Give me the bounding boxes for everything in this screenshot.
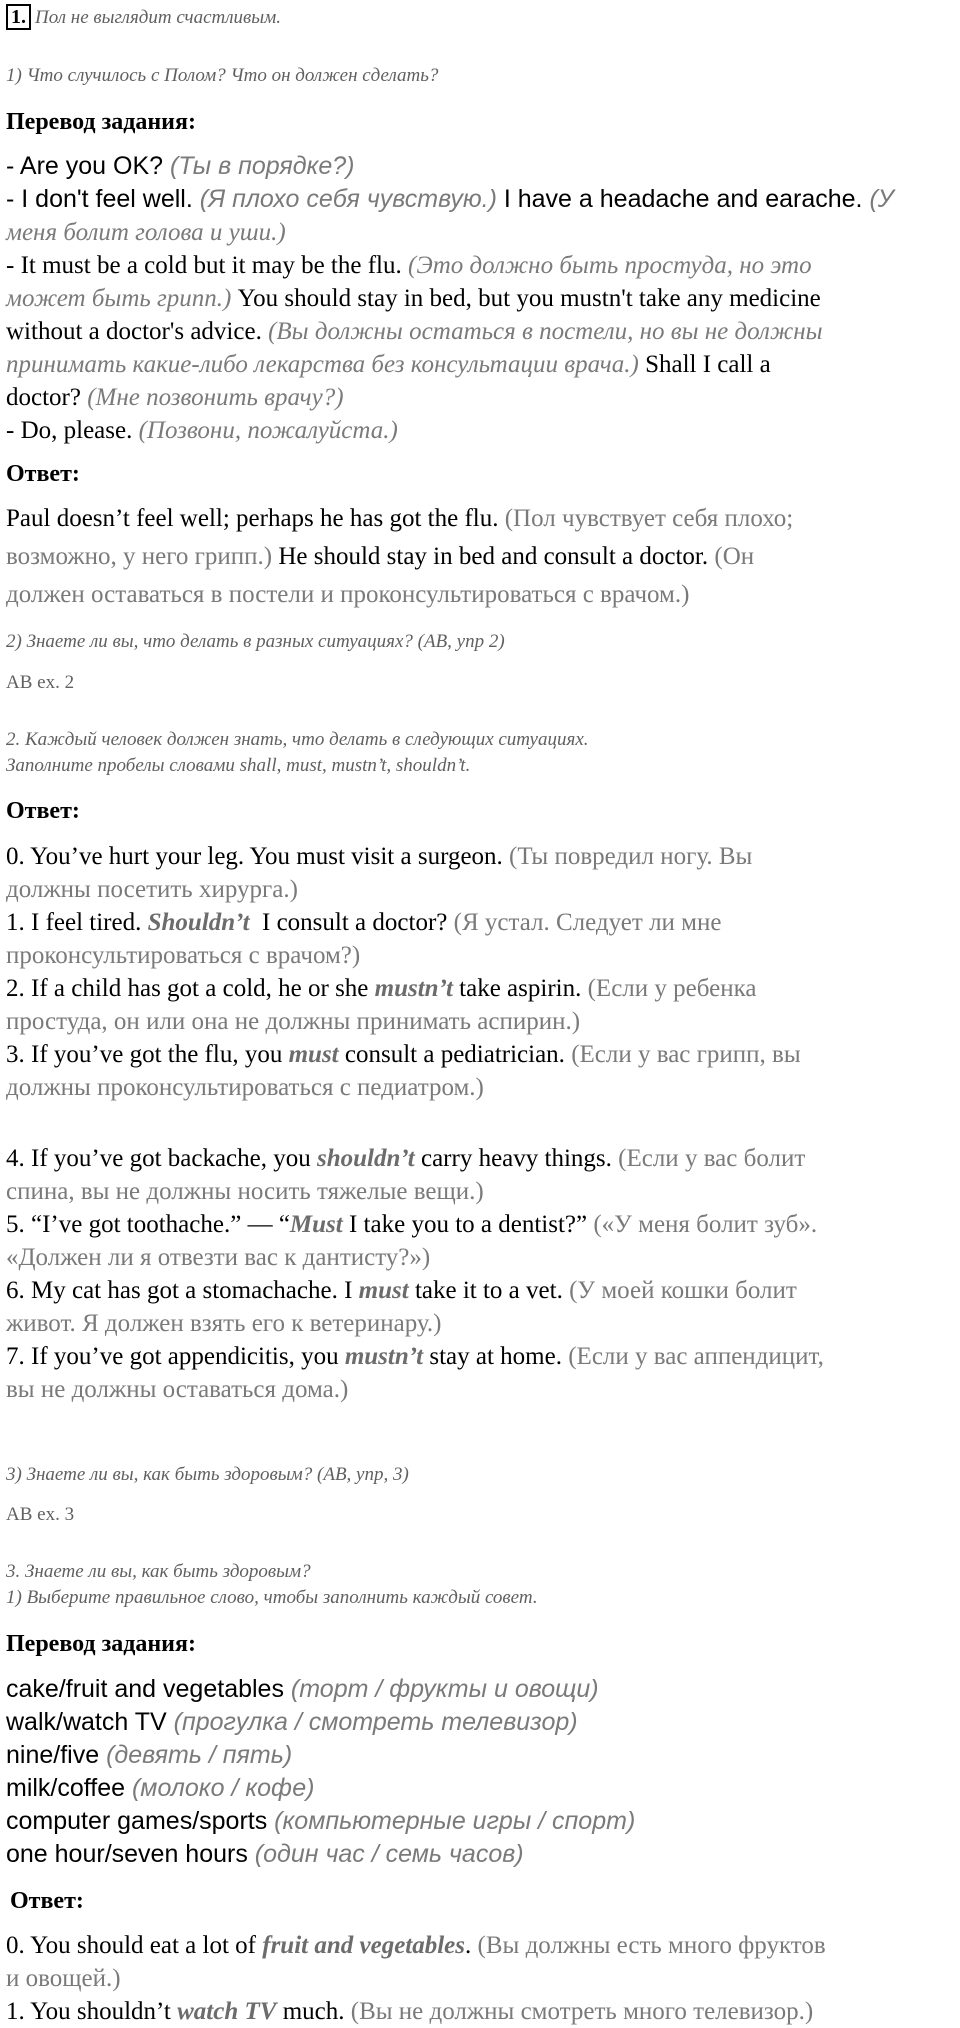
dialog-line: - Are you OK? (Ты в порядке?) [6, 152, 355, 180]
task3-ref: AB ex. 3 [6, 1504, 75, 1525]
option-item: cake/fruit and vegetables (торт / фрукты и овощи) [6, 1675, 599, 1703]
list-item: вы не должны оставаться дома.) [6, 1376, 349, 1403]
task3-answer-heading: Ответ: [10, 1888, 84, 1914]
answer-line: и овощей.) [6, 1965, 121, 1992]
task2-answer-heading: Ответ: [6, 798, 80, 824]
list-item: должны проконсультироваться с педиатром.) [6, 1074, 484, 1101]
option-item: nine/five (девять / пять) [6, 1741, 293, 1769]
list-item: спина, вы не должны носить тяжелые вещи.) [6, 1178, 484, 1205]
task3-question: 3) Знаете ли вы, как быть здоровым? (AB, упр, 3) [6, 1464, 409, 1485]
dialog-line: меня болит голова и уши.) [6, 219, 286, 246]
task1-question: 1) Что случилось с Полом? Что он должен сделать? [6, 65, 439, 86]
answer-line: 0. You should eat a lot of fruit and vegetables. (Вы должны есть много фруктов [6, 1932, 826, 1959]
task2-question: 2) Знаете ли вы, что делать в разных ситуациях? (AB, упр 2) [6, 631, 505, 652]
answer-line: возможно, у него грипп.) He should stay in bed and consult a doctor. (Он [6, 543, 755, 570]
list-item: живот. Я должен взять его к ветеринару.) [6, 1310, 442, 1337]
dialog-line: принимать какие-либо лекарства без консультации врача.) Shall I call a [6, 351, 771, 378]
task3-instruction: 3. Знаете ли вы, как быть здоровым? [6, 1561, 311, 1582]
task2-instruction: Заполните пробелы словами shall, must, mustn’t, shouldn’t. [6, 755, 471, 776]
list-item: 7. If you’ve got appendicitis, you mustn’t stay at home. (Если у вас аппендицит, [6, 1343, 824, 1370]
list-item: 0. You’ve hurt your leg. You must visit a surgeon. (Ты повредил ногу. Вы [6, 843, 753, 870]
task3-translation-heading: Перевод задания: [6, 1631, 196, 1657]
option-item: walk/watch TV (прогулка / смотреть телевизор) [6, 1708, 578, 1736]
dialog-line: - Do, please. (Позвони, пожалуйста.) [6, 417, 398, 444]
dialog-line: - I don't feel well. (Я плохо себя чувствую.) I have a headache and earache. (У [6, 185, 894, 213]
answer-line: Paul doesn’t feel well; perhaps he has got the flu. (Пол чувствует себя плохо; [6, 505, 794, 532]
task2-instruction: 2. Каждый человек должен знать, что делать в следующих ситуациях. [6, 729, 589, 750]
dialog-line: может быть грипп.) You should stay in bed, but you mustn't take any medicine [6, 285, 821, 312]
task1-translation-heading: Перевод задания: [6, 109, 196, 135]
option-item: one hour/seven hours (один час / семь часов) [6, 1840, 524, 1868]
list-item: должны посетить хирурга.) [6, 876, 298, 903]
task3-instruction: 1) Выберите правильное слово, чтобы заполнить каждый совет. [6, 1587, 538, 1608]
list-item: «Должен ли я отвезти вас к дантисту?») [6, 1244, 431, 1271]
option-item: computer games/sports (компьютерные игры / спорт) [6, 1807, 636, 1835]
list-item: 1. I feel tired. Shouldn’t I consult a doctor? (Я устал. Следует ли мне [6, 909, 722, 936]
section-header [6, 4, 954, 31]
answer-line: 1. You shouldn’t watch TV much. (Вы не должны смотреть много телевизор.) [6, 1998, 814, 2025]
section-title: Пол не выглядит счастливым. [35, 7, 282, 28]
task2-ref: AB ex. 2 [6, 672, 75, 693]
dialog-line: - It must be a cold but it may be the flu. (Это должно быть простуда, но это [6, 252, 812, 279]
list-item: 4. If you’ve got backache, you shouldn’t carry heavy things. (Если у вас болит [6, 1145, 806, 1172]
list-item: 2. If a child has got a cold, he or she mustn’t take aspirin. (Если у ребенка [6, 975, 757, 1002]
option-item: milk/coffee (молоко / кофе) [6, 1774, 315, 1802]
list-item: простуда, он или она не должны принимать аспирин.) [6, 1008, 581, 1035]
list-item: 3. If you’ve got the flu, you must consult a pediatrician. (Если у вас грипп, вы [6, 1041, 801, 1068]
answer-line: должен оставаться в постели и проконсультироваться с врачом.) [6, 581, 690, 608]
list-item: 6. My cat has got a stomachache. I must take it to a vet. (У моей кошки болит [6, 1277, 797, 1304]
task1-answer-heading: Ответ: [6, 461, 80, 487]
list-item: проконсультироваться с врачом?) [6, 942, 361, 969]
list-item: 5. “I’ve got toothache.” — “Must I take you to a dentist?” («У меня болит зуб». [6, 1211, 818, 1238]
dialog-line: doctor? (Мне позвонить врачу?) [6, 384, 344, 411]
dialog-line: without a doctor's advice. (Вы должны остаться в постели, но вы не должны [6, 318, 823, 345]
task-number-box: 1. [6, 4, 31, 30]
